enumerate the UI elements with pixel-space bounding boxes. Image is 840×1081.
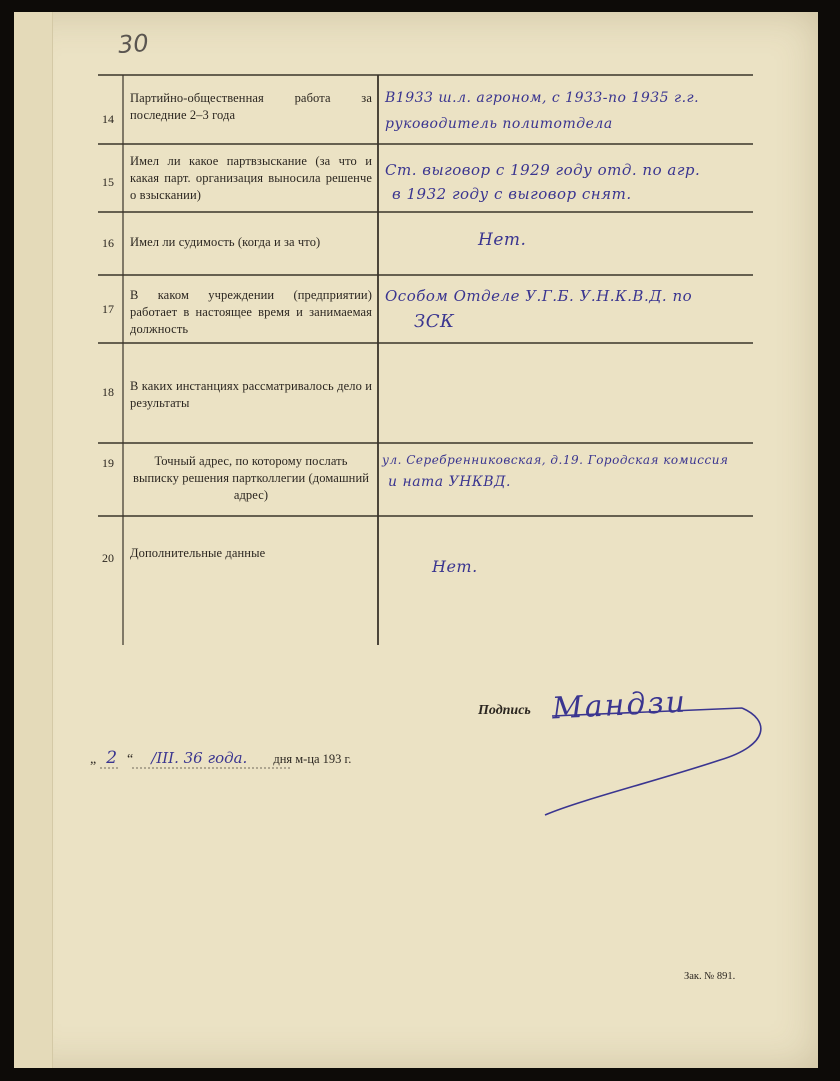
question-20: Дополнительные данные — [130, 546, 266, 560]
signature-label: Подпись — [478, 703, 531, 718]
archive-page-mark: 30 — [117, 28, 150, 60]
answer-15-line-1: Ст. выговор с 1929 году отд. по агр. — [385, 161, 701, 179]
row-number-14: 14 — [102, 112, 114, 126]
question-14: Партийно-общественная работа за последние 2–3 года — [130, 91, 372, 122]
answer-17-line-1: Особом Отделе У.Г.Б. У.Н.К.В.Д. по — [385, 287, 693, 305]
date-month: /III. 36 года. — [151, 749, 248, 767]
date-printed-text: дня м-ца 193 г. — [273, 752, 352, 766]
question-17: В каком учреждении (предприятии) работает в настоящее время и занимаемая должность — [130, 288, 372, 336]
date-day: 2 — [106, 748, 118, 768]
row-number-16: 16 — [102, 236, 114, 250]
date-open-quote: „ — [90, 752, 97, 767]
row-number-19: 19 — [102, 456, 114, 470]
row-number-15: 15 — [102, 175, 114, 189]
date-close-quote: “ — [127, 752, 134, 767]
answer-14-line-2: руководитель политотдела — [385, 116, 613, 132]
answer-19-line-1: ул. Серебренниковская, д.19. Городская комиссия — [382, 453, 729, 467]
answer-17-line-2: ЗСК — [414, 311, 455, 332]
question-16: Имел ли судимость (когда и за что) — [130, 235, 321, 249]
signature-handwritten: Мандзи — [551, 684, 688, 727]
question-19: Точный адрес, по которому послать выписку решения партколлегии (домашний адрес) — [132, 454, 370, 502]
question-18: В каких инстанциях рассматривалось дело и результаты — [130, 379, 372, 410]
answer-19-line-2: и ната УНКВД. — [388, 474, 511, 490]
row-number-20: 20 — [102, 551, 114, 565]
answer-16: Нет. — [478, 230, 527, 250]
answer-15-line-2: в 1932 году с выговор снят. — [392, 185, 632, 203]
answer-14-line-1: В1933 ш.л. агроном, с 1933-по 1935 г.г. — [385, 90, 700, 106]
question-15: Имел ли какое партвзыскание (за что и какая парт. организация выносила решенче о взыскании) — [130, 154, 372, 202]
row-number-18: 18 — [102, 385, 114, 399]
answer-20: Нет. — [432, 557, 478, 576]
order-number: Зак. № 891. — [684, 971, 736, 982]
row-number-17: 17 — [102, 302, 114, 316]
